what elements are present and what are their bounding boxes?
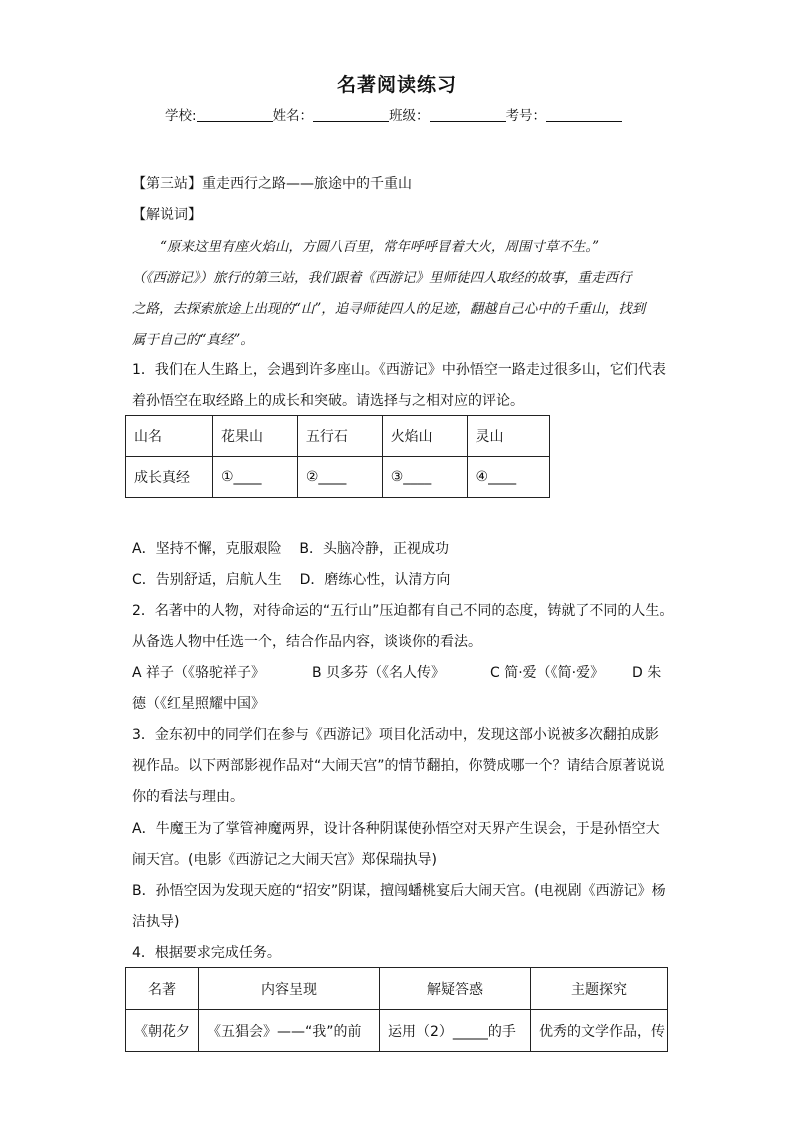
- question-3-text: 3．金东初中的同学们在参与《西游记》项目化活动中，发现这部小说被多次翻拍成影: [132, 727, 659, 743]
- table-header-cell: 解疑答惑: [380, 968, 531, 1010]
- question-1-text: 着孙悟空在取经路上的成长和突破。请选择与之相对应的评论。: [132, 393, 524, 409]
- table-cell: 《朝花夕: [126, 1010, 199, 1052]
- school-label: 学校:: [165, 108, 197, 124]
- question-1-text: 1．我们在人生路上，会遇到许多座山。《西游记》中孙悟空一路走过很多山，它们代表: [132, 362, 666, 378]
- school-field[interactable]: [197, 107, 273, 122]
- question-2-option: 德（《红星照耀中国》: [132, 696, 265, 712]
- answer-blank[interactable]: 运用（2）_____的手: [380, 1010, 531, 1052]
- page-title: 名著阅读练习: [336, 74, 457, 96]
- question-2-text: 2．名著中的人物，对待命运的“五行山”压迫都有自己不同的态度，铸就了不同的人生。: [132, 603, 674, 619]
- commentary-line: （《西游记》）旅行的第三站，我们跟着《西游记》里师徒四人取经的故事，重走西行: [132, 270, 632, 286]
- table-header-cell: 主题探究: [531, 968, 668, 1010]
- answer-blank[interactable]: ④____: [467, 457, 549, 498]
- table-header-cell: 内容呈现: [199, 968, 380, 1010]
- table-cell: 成长真经: [126, 457, 213, 498]
- name-field[interactable]: [313, 107, 389, 122]
- commentary-line: 属于自己的“真经”。: [132, 332, 254, 348]
- exam-number-field[interactable]: [546, 107, 622, 122]
- commentary-label: 【解说词】: [132, 207, 202, 223]
- exam-number-label: 考号：: [505, 108, 547, 124]
- question-3-option-a: A．牛魔王为了掌管神魔两界，设计各种阴谋使孙悟空对天界产生误会，于是孙悟空大: [132, 821, 660, 837]
- name-label: 姓名：: [272, 108, 314, 124]
- question-4-prompt: 4．根据要求完成任务。: [132, 945, 281, 961]
- table-cell: 山名: [126, 416, 213, 457]
- table-cell: 《五猖会》——“我”的前: [199, 1010, 380, 1052]
- table-header-cell: 名著: [126, 968, 199, 1010]
- question-1-options: C．告别舒适，启航人生 D．磨练心性，认清方向: [132, 572, 451, 588]
- table-cell: 五行石: [297, 416, 382, 457]
- table-cell: 灵山: [467, 416, 549, 457]
- question-3-text: 视作品。以下两部影视作品对“大闹天宫”的情节翻拍，你赞成哪一个？请结合原著说说: [132, 758, 665, 774]
- question-2-option: D 朱: [632, 665, 662, 681]
- student-info-line: [165, 104, 622, 124]
- question-2-option: B 贝多芬（《名人传》: [312, 665, 446, 681]
- question-2-option: A 祥子（《骆驼祥子》: [132, 665, 266, 681]
- station-heading: 【第三站】重走西行之路——旅途中的千重山: [132, 176, 412, 192]
- question-3-option-b: B．孙悟空因为发现天庭的“招安”阴谋，擅闯蟠桃宴后大闹天宫。(电视剧《西游记》杨: [132, 883, 666, 899]
- table-cell: 优秀的文学作品，传: [531, 1010, 668, 1052]
- table-cell: 花果山: [213, 416, 298, 457]
- class-label: 班级：: [389, 108, 430, 124]
- question-3-option-b: 洁执导): [132, 914, 180, 930]
- commentary-line: “原来这里有座火焰山，方圆八百里，常年呼呼冒着大火，周围寸草不生。”: [160, 239, 600, 255]
- question-2-text: 从备选人物中任选一个，结合作品内容，谈谈你的看法。: [132, 634, 482, 650]
- question-2-option: C 简·爱（《简·爱》: [490, 665, 605, 681]
- question-3-text: 你的看法与理由。: [132, 789, 244, 805]
- table-cell: 火焰山: [382, 416, 467, 457]
- mountain-table: [125, 415, 550, 498]
- answer-blank[interactable]: ②____: [297, 457, 382, 498]
- question-3-option-a: 闹天宫。(电影《西游记之大闹天宫》郑保瑞执导): [132, 852, 437, 868]
- commentary-line: 之路，去探索旅途上出现的“山”，追寻师徒四人的足迹，翻越自己心中的千重山，找到: [132, 301, 646, 317]
- class-field[interactable]: [430, 107, 506, 122]
- answer-blank[interactable]: ①____: [213, 457, 298, 498]
- question-1-options: A．坚持不懈，克服艰险 B．头脑冷静，正视成功: [132, 541, 449, 557]
- answer-blank[interactable]: ③____: [382, 457, 467, 498]
- reading-task-table: [125, 967, 668, 1052]
